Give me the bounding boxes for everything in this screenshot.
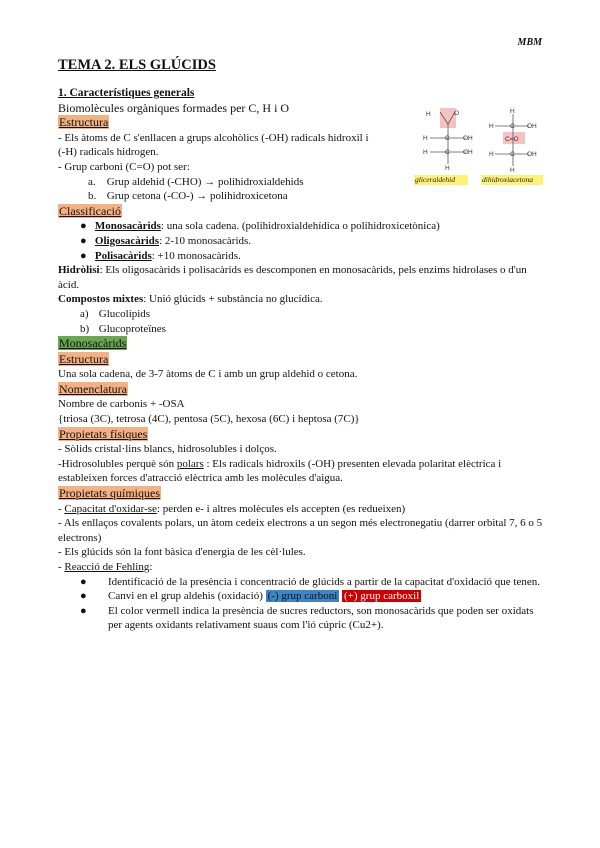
section-subtitle: Biomolècules orgàniques formades per C, H i O	[58, 100, 290, 115]
monosacarids-label: Monosacàrids	[59, 336, 127, 351]
list-text: Canvi en el grup aldehis (oxidació)	[108, 590, 266, 603]
term: Compostos mixtes	[58, 293, 144, 306]
atom-c: C	[445, 149, 450, 156]
list-item	[58, 219, 543, 234]
bullet: ●	[80, 249, 95, 262]
atom-h: H	[423, 149, 428, 156]
page-title: TEMA 2. ELS GLÚCIDS	[58, 57, 216, 73]
list-marker: a)	[80, 307, 89, 320]
term-desc: : Els oligosacàrids i polisacàrids es descomponen en monosacàrids, pels enzims hidrolases o d'un àcid.	[58, 264, 527, 291]
fisiques-label: Propietats físiques	[59, 426, 148, 441]
list-text: Glucoproteïnes	[98, 322, 166, 335]
term-desc: : +10 monosacàrids.	[151, 249, 241, 262]
estructura-line: - Grup carboni (C=O) pot ser:	[58, 160, 190, 173]
oxidar-line	[58, 502, 543, 517]
list-item	[58, 604, 543, 633]
list-marker: a.	[88, 175, 96, 188]
author-initials: MBM	[517, 37, 542, 48]
text-fragment: -	[58, 561, 65, 573]
dihydroxyacetone-label: dihidroxiacetona	[482, 175, 533, 184]
term: Hidròlisi	[58, 264, 100, 277]
bullet: ●	[80, 234, 95, 247]
fehling-line	[58, 560, 543, 575]
atom-h: H	[510, 167, 515, 174]
carboxyl-highlight: (+) grup carboxil	[344, 590, 420, 603]
term: polars	[176, 457, 204, 470]
document-body	[58, 86, 543, 633]
text-fragment: -	[58, 502, 65, 515]
term: Capacitat d'oxidar-se	[64, 502, 157, 515]
term-desc: : una sola cadena. (polihidroxialdehídica o polihidroxicetònica)	[160, 220, 440, 233]
quimiques-label: Propietats químiques	[59, 486, 160, 501]
bullet: ●	[80, 604, 87, 617]
nomenclatura-label: Nomenclatura	[59, 381, 127, 396]
enllacos-paragraph: - Als enllaços covalents polars, un àtom cedeix electrons a un segon més electronegatiu (darrer orbital 7, 6 o 5 electrons)	[58, 517, 543, 544]
bullet: ●	[80, 590, 87, 603]
estructura-line: (-H) radicals hidrogen.	[58, 146, 159, 159]
atom-h: H	[489, 123, 494, 130]
text-fragment: : Els radicals hidroxils (-OH) presenten elevada polaritat elèctrica i estableixen forces d'atracció elèctrica amb les molècules d'aigua.	[58, 457, 502, 485]
term: Polisacàrids	[94, 249, 152, 262]
atom-c: C	[510, 151, 515, 158]
list-item	[58, 307, 543, 322]
list-item	[58, 249, 543, 264]
atom-o: O	[454, 110, 460, 117]
group-oh: OH	[463, 149, 473, 156]
list-item	[58, 575, 543, 590]
text-fragment: : perden e- i altres molècules els accepten (es redueixen)	[156, 502, 406, 515]
list-text: El color vermell indica la presència de sucres reductors, son monosacàrids que poden ser oxidats per agents oxidants relativament suaus com l'ió cúpric (Cu2+).	[108, 604, 534, 632]
text-fragment: :	[149, 561, 153, 573]
term: Reacció de Fehling	[64, 561, 150, 573]
classificacio-label: Classificació	[59, 203, 121, 218]
atom-h: H	[426, 111, 431, 118]
bullet: ●	[80, 220, 95, 233]
atom-c: C	[510, 123, 515, 130]
group-co: C=O	[505, 136, 519, 143]
list-text: Grup cetona (-CO-) → polihidroxicetona	[106, 190, 288, 203]
mono-estructura-text: Una sola cadena, de 3-7 àtoms de C i amb un grup aldehid o cetona.	[58, 368, 358, 381]
list-item	[58, 234, 543, 249]
bullet: ●	[80, 575, 87, 588]
text-fragment: -Hidrosolubles perquè són	[58, 457, 177, 470]
list-item	[58, 322, 543, 337]
list-item	[58, 189, 543, 204]
estructura-line: - Els àtoms de C s'enllacen a grups alcohòlics (-OH) radicals hidroxil i	[58, 131, 369, 144]
group-oh: OH	[463, 135, 473, 142]
group-oh: OH	[527, 123, 537, 130]
nomenclatura-line: {triosa (3C), tetrosa (4C), pentosa (5C), hexosa (6C) i heptosa (7C)}	[58, 413, 360, 426]
term-desc: : 2-10 monosacàrids.	[159, 234, 252, 247]
fisiques-line: - Sòlids cristal·lins blancs, hidrosolubles i dolços.	[58, 443, 277, 456]
mono-estructura-label: Estructura	[59, 351, 109, 366]
font-line: - Els glúcids són la font bàsica d'energia de les cèl·lules.	[58, 546, 306, 559]
atom-h: H	[489, 151, 494, 158]
list-item	[58, 589, 543, 604]
estructura-label: Estructura	[59, 115, 109, 130]
atom-c: C	[445, 135, 450, 142]
term: Monosacàrids	[94, 220, 161, 233]
fisiques-paragraph	[58, 457, 543, 486]
list-text: Glucolípids	[98, 307, 151, 320]
list-item	[58, 175, 543, 190]
section-heading: 1. Característiques generals	[58, 87, 195, 99]
compostos-paragraph	[58, 292, 543, 307]
list-text: Identificació de la presència i concentració de glúcids a partir de la capacitat d'oxidació que tenen.	[108, 575, 540, 588]
list-marker: b.	[88, 190, 97, 203]
hidrolisi-paragraph	[58, 263, 543, 292]
glyceraldehyde-label: gliceraldehid	[415, 175, 455, 184]
term-desc: : Unió glúcids + substància no glucídica.	[143, 293, 323, 306]
term: Oligosacàrids	[94, 234, 160, 247]
carbonyl-highlight: (-) grup carboni	[267, 590, 338, 603]
atom-h: H	[510, 108, 515, 115]
atom-h: H	[445, 165, 450, 172]
nomenclatura-line: Nombre de carbonis + -OSA	[58, 398, 185, 411]
list-text: Grup aldehid (-CHO) → polihidroxialdehids	[106, 175, 304, 188]
group-oh: OH	[527, 151, 537, 158]
atom-h: H	[423, 135, 428, 142]
list-marker: b)	[80, 322, 90, 335]
